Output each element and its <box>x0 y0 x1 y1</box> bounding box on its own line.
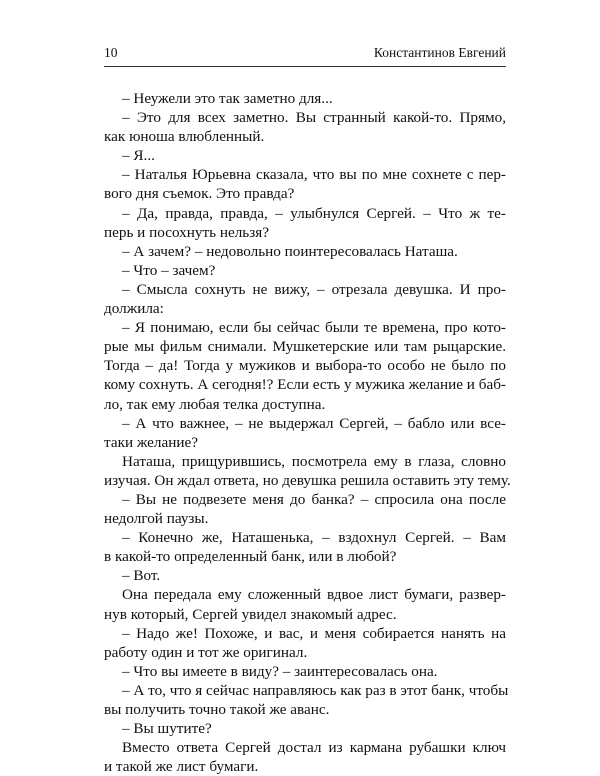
text-line: изучая. Он ждал ответа, но девушка решила оставить эту тему. <box>104 471 511 489</box>
text-line: – Что – зачем? <box>122 261 216 279</box>
text-line: – Вы шутите? <box>122 720 212 738</box>
text-line: как юноша влюбленный. <box>104 128 265 146</box>
text-line: в какой-то определенный банк, или в любой? <box>104 548 397 566</box>
text-line: Наташа, прищурившись, посмотрела ему в глаза, словно <box>122 452 506 470</box>
text-line: – А что важнее, – не выдержал Сергей, – бабло или все- <box>122 414 506 432</box>
text-line: – Конечно же, Наташенька, – вздохнул Сергей. – Вам <box>122 529 506 547</box>
page-number: 10 <box>104 45 118 60</box>
text-line: кому сохнуть. А сегодня!? Если есть у мужика желание и баб- <box>104 376 506 394</box>
text-line: – Да, правда, правда, – улыбнулся Сергей. – Что ж те- <box>122 204 506 222</box>
text-line: – Я понимаю, если бы сейчас были те времена, про кото- <box>122 319 506 337</box>
text-line: недолгой паузы. <box>104 510 209 528</box>
text-line: – Неужели это так заметно для... <box>122 90 333 107</box>
text-line: ло, так ему любая телка доступна. <box>104 395 326 413</box>
text-line: должила: <box>104 300 164 318</box>
text-line: таки желание? <box>104 433 198 451</box>
text-line: и такой же лист бумаги. <box>104 758 259 776</box>
text-line: нув который, Сергей увидел знакомый адрес. <box>104 605 397 623</box>
text-line: – Это для всех заметно. Вы странный какой-то. Прямо, <box>122 109 506 127</box>
header-rule <box>104 66 506 67</box>
text-line: – Надо же! Похоже, и вас, и меня собирается нанять на <box>122 624 506 642</box>
text-line: Тогда – да! Тогда у мужиков и выбора-то особо не было по <box>104 357 506 375</box>
text-line: рые мы фильм снимали. Мушкетерские или там рыцарские. <box>104 338 506 356</box>
running-title: Константинов Евгений <box>373 45 506 60</box>
text-line: – Что вы имеете в виду? – заинтересовалась она. <box>122 662 438 680</box>
text-line: Она передала ему сложенный вдвое лист бумаги, развер- <box>122 586 506 604</box>
text-line: – Наталья Юрьевна сказала, что вы по мне сохнете с пер- <box>122 166 506 184</box>
page-header <box>104 45 506 65</box>
text-line: работу один и тот же оригинал. <box>104 643 308 661</box>
text-line: вого дня съемок. Это правда? <box>104 185 295 203</box>
text-line: перь и посохнуть нельзя? <box>104 223 269 241</box>
text-line: – А зачем? – недовольно поинтересовалась Наташа. <box>122 242 458 260</box>
text-line: – Вот. <box>122 567 161 585</box>
text-line: Вместо ответа Сергей достал из кармана рубашки ключ <box>122 739 506 757</box>
text-line: – Смысла сохнуть не вижу, – отрезала девушка. И про- <box>122 280 506 298</box>
text-line: вы получить точно такой же аванс. <box>104 701 330 718</box>
text-line: – Вы не подвезете меня до банка? – спросила она после <box>122 490 506 508</box>
text-line: – А то, что я сейчас направляюсь как раз в этот банк, чтобы <box>122 681 509 699</box>
body-text <box>104 89 511 776</box>
text-line: – Я... <box>122 147 155 165</box>
